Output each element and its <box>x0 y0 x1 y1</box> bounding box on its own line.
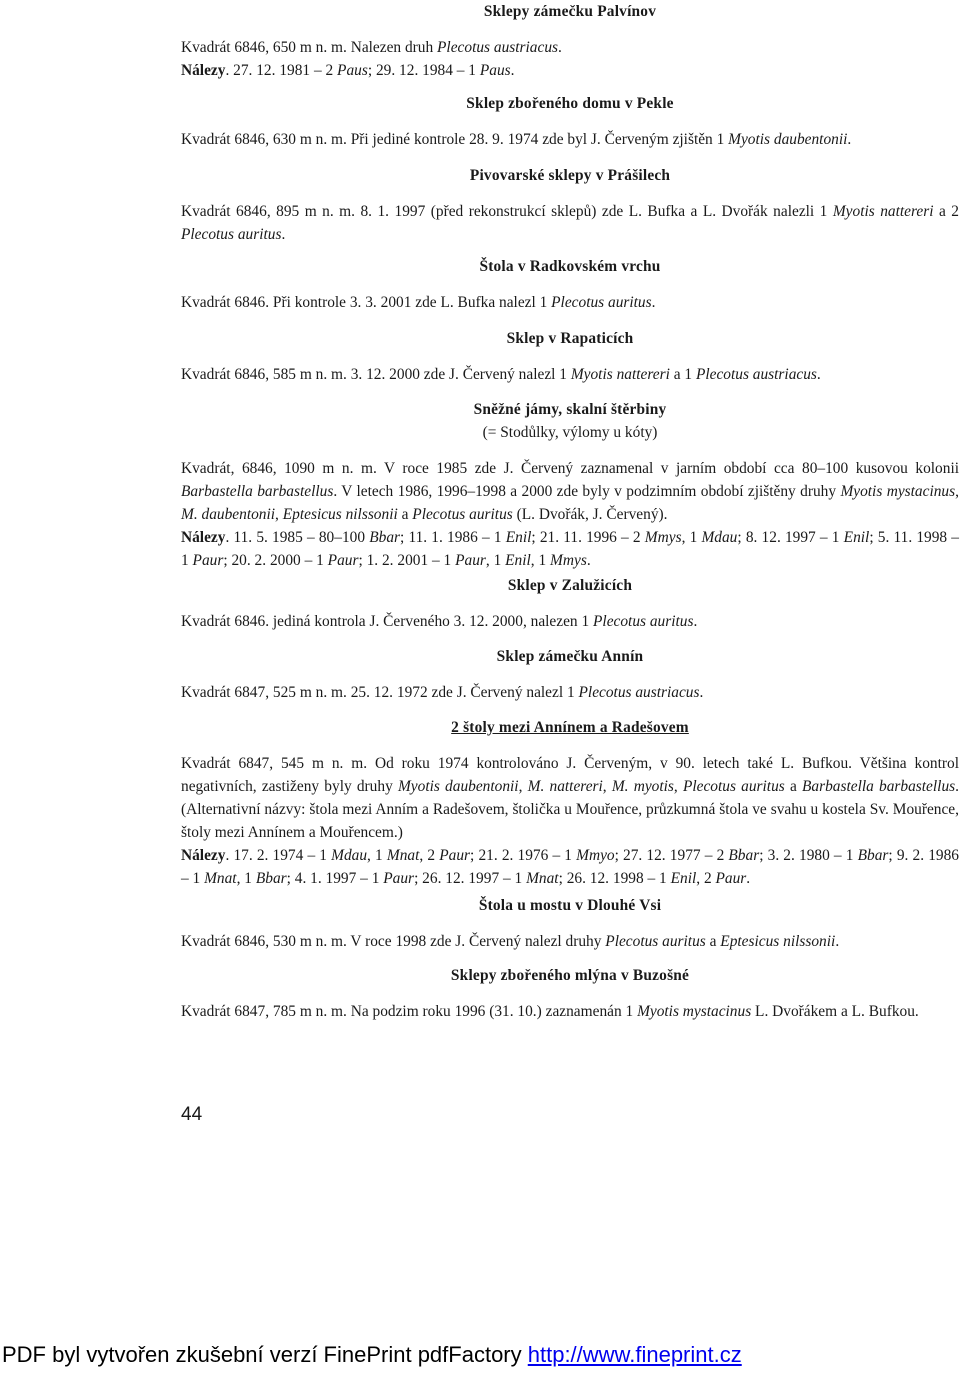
species-name: Plecotus auritus <box>682 778 785 795</box>
section-paragraph <box>181 457 959 526</box>
species-name: Paur <box>383 870 415 887</box>
species-name: Bbar <box>728 847 760 864</box>
species-name: Paus <box>337 62 368 79</box>
text-run: ; 9. 2. 1986 – 1 <box>181 847 959 887</box>
species-name: Barbastella barbastellus <box>181 483 334 500</box>
section-paragraph <box>181 59 959 82</box>
text-run: ; 27. 12. 1977 – 2 <box>614 847 729 864</box>
section <box>181 964 959 1023</box>
section-paragraph <box>181 291 959 314</box>
species-name: Enil <box>505 552 531 569</box>
section-paragraph <box>181 526 959 572</box>
text-run: . <box>586 552 591 569</box>
text-run: ; 20. 2. 2000 – 1 <box>223 552 328 569</box>
section-heading: Sněžné jámy, skalní štěrbiny <box>473 401 667 418</box>
text-run: ; 8. 12. 1997 – 1 <box>737 529 844 546</box>
species-name: Plecotus austriacus <box>578 684 700 701</box>
text-run: , <box>518 778 528 795</box>
footer-link[interactable]: http://www.fineprint.cz <box>527 1342 742 1367</box>
section-paragraph <box>181 930 959 953</box>
species-name: Enil <box>843 529 870 546</box>
species-name: Plecotus austriacus <box>695 366 817 383</box>
species-name: Enil <box>505 529 532 546</box>
species-name: Mnat <box>386 847 420 864</box>
text-run: a 2 <box>933 203 959 220</box>
text-run: L. Dvořákem a L. Bufkou. <box>751 1003 919 1020</box>
species-name: Plecotus auritus <box>181 226 282 243</box>
species-name: Mmys <box>550 552 587 569</box>
text-run: (L. Dvořák, J. Červený). <box>512 506 668 523</box>
species-name: Bbar <box>369 529 401 546</box>
text-run: . V letech 1986, 1996–1998 a 2000 zde byly v podzimním období zjištěny druhy <box>333 483 841 500</box>
text-run: , <box>275 506 283 523</box>
section-paragraph <box>181 1000 959 1023</box>
section <box>181 0 959 82</box>
text-run: Kvadrát 6846, 650 m n. m. Nalezen druh <box>181 39 438 56</box>
text-run: . 27. 12. 1981 – 2 <box>225 62 338 79</box>
label-bold: Nálezy <box>181 529 226 546</box>
text-run: Kvadrát 6846, 585 m n. m. 3. 12. 2000 zde J. Červený nalezl 1 <box>181 366 571 383</box>
species-name: Eptesicus nilssonii <box>720 933 836 950</box>
species-name: Bbar <box>255 870 287 887</box>
section <box>181 255 959 314</box>
section-paragraph <box>181 752 959 844</box>
text-run: Kvadrát 6847, 525 m n. m. 25. 12. 1972 zde J. Červený nalezl 1 <box>181 684 579 701</box>
text-run: a <box>705 933 721 950</box>
text-run: . <box>281 226 286 243</box>
species-name: Plecotus auritus <box>412 506 513 523</box>
text-run: , 2 <box>419 847 440 864</box>
text-run: Kvadrát 6846, 630 m n. m. Při jediné kontrole 28. 9. 1974 zde byl J. Červeným zjištěn 1 <box>181 131 729 148</box>
species-name: Myotis nattereri <box>832 203 934 220</box>
text-run: ; 21. 2. 1976 – 1 <box>470 847 577 864</box>
section <box>181 894 959 953</box>
section-heading: Sklep zbořeného domu v Pekle <box>466 95 674 112</box>
section-paragraph <box>181 36 959 59</box>
species-name: Paur <box>327 552 359 569</box>
section-heading: Sklep zámečku Annín <box>496 648 644 665</box>
section-heading: Sklepy zbořeného mlýna v Buzošné <box>450 967 690 984</box>
species-name: Mmys <box>644 529 682 546</box>
species-name: M. daubentonii <box>181 506 276 523</box>
text-run: Kvadrát, 6846, 1090 m n. m. V roce 1985 zde J. Červený zaznamenal v jarním období cca 80–100 kusovou kolonii <box>181 460 959 477</box>
section-paragraph <box>181 128 959 151</box>
section-paragraph <box>181 610 959 633</box>
species-name: Plecotus auritus <box>551 294 652 311</box>
text-run: . <box>510 62 515 79</box>
species-name: Paur <box>715 870 747 887</box>
text-run: . <box>693 613 698 630</box>
species-name: Enil <box>670 870 697 887</box>
text-run: , <box>602 778 612 795</box>
species-name: Plecotus austriacus <box>437 39 559 56</box>
footer-text: PDF byl vytvořen zkušební verzí FinePrint pdfFactory <box>2 1342 528 1367</box>
text-run: ; 1. 2. 2001 – 1 <box>358 552 456 569</box>
species-name: Myotis mystacinus <box>840 483 956 500</box>
section-heading: Štola v Radkovském vrchu <box>479 258 661 275</box>
section-heading: Štola u mostu v Dlouhé Vsi <box>478 897 662 914</box>
section <box>181 645 959 704</box>
species-name: Mnat <box>526 870 559 887</box>
text-run: a <box>397 506 413 523</box>
section-heading: Pivovarské sklepy v Prášilech <box>469 167 671 184</box>
text-run: Kvadrát 6847, 785 m n. m. Na podzim roku 1996 (31. 10.) zaznamenán 1 <box>181 1003 638 1020</box>
text-run: , 1 <box>530 552 551 569</box>
species-name: Myotis nattereri <box>570 366 670 383</box>
footer-watermark <box>2 1342 958 1368</box>
species-name: Bbar <box>857 847 889 864</box>
text-run: , <box>673 778 683 795</box>
text-run: . <box>558 39 562 56</box>
text-run: Kvadrát 6846, 530 m n. m. V roce 1998 zde J. Červený nalezl druhy <box>181 933 606 950</box>
label-bold: Nálezy <box>181 62 226 79</box>
text-run: , 1 <box>367 847 387 864</box>
species-name: Barbastella barbastellus <box>802 778 956 795</box>
text-run: ; 21. 11. 1996 – 2 <box>531 529 645 546</box>
text-run: Kvadrát 6846. Při kontrole 3. 3. 2001 zde L. Bufka nalezl 1 <box>181 294 552 311</box>
text-run: , 1 <box>485 552 506 569</box>
text-run: . <box>746 870 751 887</box>
species-name: Myotis mystacinus <box>637 1003 752 1020</box>
section-heading: 2 štoly mezi Annínem a Radešovem <box>451 719 689 736</box>
text-run: , 1 <box>236 870 256 887</box>
text-run: . 17. 2. 1974 – 1 <box>225 847 332 864</box>
species-name: Eptesicus nilssonii <box>282 506 398 523</box>
species-name: Plecotus auritus <box>605 933 706 950</box>
text-run: ; 26. 12. 1997 – 1 <box>414 870 527 887</box>
text-run: ; 11. 1. 1986 – 1 <box>400 529 506 546</box>
text-run: Kvadrát 6846. jediná kontrola J. Červeného 3. 12. 2000, nalezen 1 <box>181 613 594 630</box>
text-run: . <box>847 131 852 148</box>
species-name: Paur <box>439 847 471 864</box>
text-run: a 1 <box>669 366 696 383</box>
text-run: Kvadrát 6846, 895 m n. m. 8. 1. 1997 (před rekonstrukcí sklepů) zde L. Bufka a L. Dvořák nalezli 1 <box>181 203 833 220</box>
text-run: , 2 <box>696 870 716 887</box>
text-run: , <box>955 483 959 500</box>
species-name: Paur <box>455 552 486 569</box>
species-name: Plecotus auritus <box>593 613 694 630</box>
text-run: ; 26. 12. 1998 – 1 <box>558 870 671 887</box>
species-name: Mdau <box>701 529 738 546</box>
section-paragraph <box>181 844 959 890</box>
section <box>181 327 959 386</box>
text-run: . <box>699 684 704 701</box>
section-subheading: (= Stodůlky, výlomy u kóty) <box>482 424 658 441</box>
species-name: M. myotis <box>611 778 674 795</box>
species-name: Mnat <box>204 870 237 887</box>
section <box>181 716 959 890</box>
label-bold: Nálezy <box>181 847 226 864</box>
section <box>181 92 959 151</box>
species-name: Paus <box>479 62 511 79</box>
text-run: Kvadrát 6847, 545 m n. m. Od roku 1974 kontrolováno J. Červeným, v 90. letech také L. Bufkou. Většina kontrol negativních, zastiženy byly druhy <box>181 755 959 795</box>
page-number: 44 <box>181 1104 203 1125</box>
text-run: ; 3. 2. 1980 – 1 <box>759 847 858 864</box>
section-heading: Sklep v Zalužicích <box>507 577 633 594</box>
species-name: Paur <box>192 552 224 569</box>
section-heading: Sklep v Rapaticích <box>506 330 634 347</box>
section-paragraph <box>181 363 959 386</box>
text-run: ; 5. 11. 1998 – 1 <box>181 529 959 569</box>
text-run: ; 29. 12. 1984 – 1 <box>367 62 480 79</box>
section <box>181 164 959 246</box>
species-name: Myotis daubentonii <box>728 131 848 148</box>
section-heading: Sklepy zámečku Palvínov <box>483 3 657 20</box>
section-paragraph <box>181 681 959 704</box>
text-run: a <box>784 778 802 795</box>
text-run: . <box>651 294 656 311</box>
text-run: . <box>835 933 840 950</box>
section <box>181 398 959 572</box>
species-name: Myotis daubentonii <box>397 778 519 795</box>
text-run: . <box>816 366 821 383</box>
text-run: , 1 <box>681 529 702 546</box>
section-paragraph <box>181 200 959 246</box>
text-run: . (Alternativní názvy: štola mezi Anním a Radešovem, štolička u Mouřence, průzkumná štola ve svahu u kostela Sv. Mouřence, štoly mezi Annínem a Mouřencem.) <box>181 778 959 841</box>
species-name: M. nattereri <box>527 778 603 795</box>
species-name: Mdau <box>331 847 368 864</box>
text-run: . 11. 5. 1985 – 80–100 <box>225 529 370 546</box>
section <box>181 574 959 633</box>
text-run: ; 4. 1. 1997 – 1 <box>286 870 384 887</box>
species-name: Mmyo <box>576 847 615 864</box>
